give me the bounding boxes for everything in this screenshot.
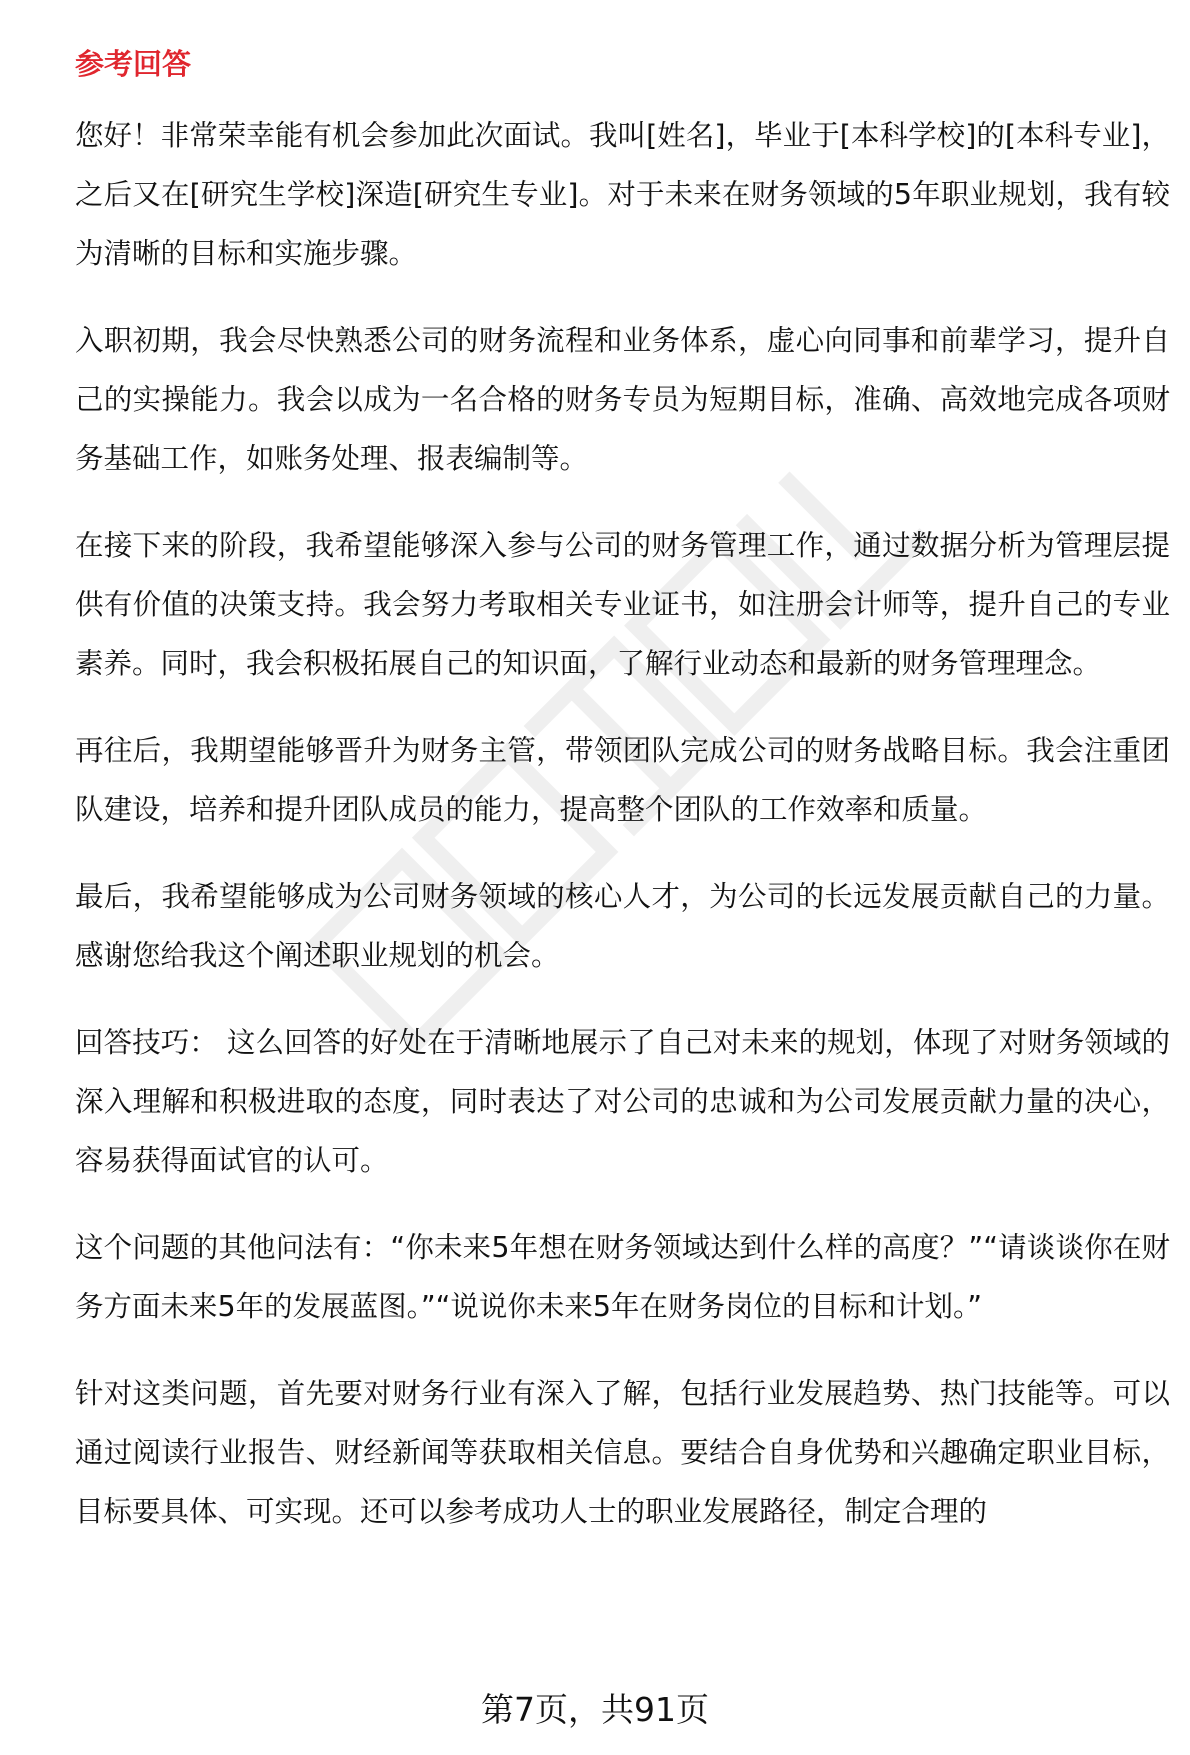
main-content <box>75 44 1170 1569</box>
paragraph-alternative-questions: 这个问题的其他问法有：“你未来5年想在财务领域达到什么样的高度？”“请谈谈你在财务方面未来5年的发展蓝图。”“说说你未来5年在财务岗位的目标和计划。” <box>75 1231 1170 1323</box>
paragraph-early-career: 入职初期，我会尽快熟悉公司的财务流程和业务体系，虚心向同事和前辈学习，提升自己的实操能力。我会以成为一名合格的财务专员为短期目标，准确、高效地完成各项财务基础工作，如账务处理、报表编制等。 <box>75 324 1170 475</box>
paragraph-answer-tips: 回答技巧： 这么回答的好处在于清晰地展示了自己对未来的规划，体现了对财务领域的深入理解和积极进取的态度，同时表达了对公司的忠诚和为公司发展贡献力量的决心，容易获得面试官的认可。 <box>75 1026 1170 1177</box>
paragraph-preparation-advice: 针对这类问题，首先要对财务行业有深入了解，包括行业发展趋势、热门技能等。可以通过阅读行业报告、财经新闻等获取相关信息。要结合自身优势和兴趣确定职业目标，目标要具体、可实现。还可以参考成功人士的职业发展路径，制定合理的 <box>75 1377 1170 1528</box>
paragraph-promotion: 再往后，我期望能够晋升为财务主管，带领团队完成公司的财务战略目标。我会注重团队建设，培养和提升团队成员的能力，提高整个团队的工作效率和质量。 <box>75 734 1170 826</box>
section-title: 参考回答 <box>75 47 192 81</box>
paragraph-intro: 您好！非常荣幸能有机会参加此次面试。我叫[姓名]，毕业于[本科学校]的[本科专业]，之后又在[研究生学校]深造[研究生专业]。对于未来在财务领域的5年职业规划，我有较为清晰的目标和实施步骤。 <box>75 119 1170 270</box>
page-number: 第7页，共91页 <box>481 1690 709 1729</box>
paragraph-mid-stage: 在接下来的阶段，我希望能够深入参与公司的财务管理工作，通过数据分析为管理层提供有价值的决策支持。我会努力考取相关专业证书，如注册会计师等，提升自己的专业素养。同时，我会积极拓展自己的知识面，了解行业动态和最新的财务管理理念。 <box>75 529 1170 680</box>
paragraph-conclusion: 最后，我希望能够成为公司财务领域的核心人才，为公司的长远发展贡献自己的力量。感谢您给我这个阐述职业规划的机会。 <box>75 880 1170 972</box>
